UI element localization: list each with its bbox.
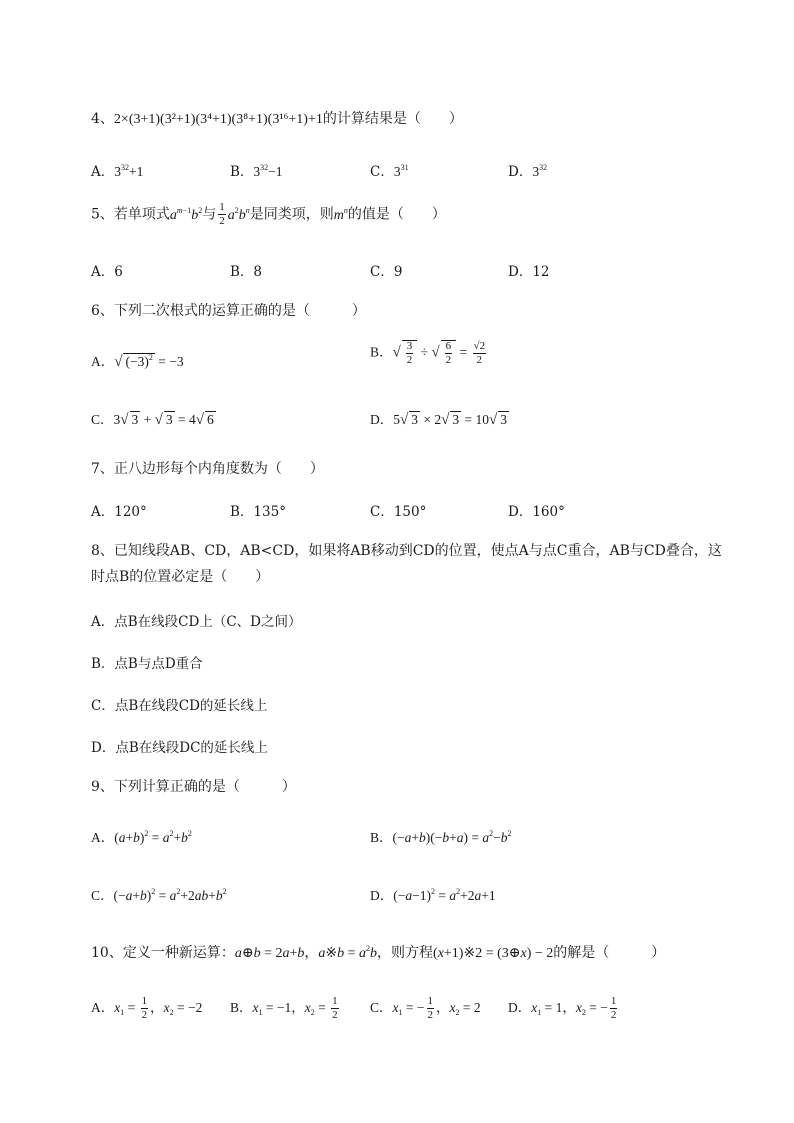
option-d: D．160°: [508, 504, 565, 520]
option-b: B．$3^{32}-1$: [230, 163, 283, 180]
question-expression: 2×(3+1)(3²+1)(3⁴+1)(3⁸+1)(3¹⁶+1)+1: [113, 112, 323, 127]
option-a: A．6: [91, 264, 123, 280]
question-5: 5、若单项式$a^{m-1}b^2$与 $\frac{1}{2}$ $a^2b^n$是同类项，则$m^n$的值是（ ）: [91, 201, 446, 227]
option-a: A．点B在线段CD上（C、D之间）: [91, 614, 302, 630]
option-b: B．8: [230, 264, 263, 280]
question-8-line-2: 时点B的位置必定是（ ）: [91, 569, 270, 585]
question-10: 10、定义一种新运算：a⊕b = 2a+b，a※b = $a^2b$，则方程(x+1)※2 = (3⊕x) − 2的解是（ ）: [91, 944, 666, 961]
question-4: [91, 108, 463, 128]
question-6: 6、下列二次根式的运算正确的是（ ）: [91, 303, 366, 319]
option-d: D．$3^{32}$: [508, 163, 548, 180]
option-c: C．$x_1$ = − $\frac{1}{2}$ ，$x_2 = 2$: [370, 995, 481, 1022]
option-c: C．点B在线段CD的延长线上: [91, 698, 268, 714]
option-b: B．$x_1 = -1$，$x_2$ = $\frac{1}{2}$: [230, 995, 338, 1022]
option-a: A．√ $(-3)^2 = -3$: [91, 353, 184, 370]
option-b: B．$(-a+b)(-b+a) = a^2-b^2$: [370, 829, 512, 845]
option-b: B．点B与点D重合: [91, 656, 203, 672]
question-7: 7、正八边形每个内角度数为（ ）: [91, 461, 324, 477]
option-a: A．$(a+b)^2 = a^2+b^2$: [91, 829, 192, 845]
option-a: A．120°: [91, 504, 147, 520]
question-text: 的计算结果是（ ）: [322, 111, 463, 127]
option-c: C．150°: [370, 504, 427, 520]
option-d: D．5√ 3 × 2√ 3 = 10√ 3: [370, 412, 507, 428]
question-number: 4、: [91, 111, 114, 127]
option-c: C．$(-a+b)^2 = a^2+2ab+b^2$: [91, 887, 227, 903]
option-c: C．3√ 3 + √ 3 = 4√ 6: [91, 412, 214, 428]
option-c: C．9: [370, 264, 403, 280]
option-a: A．$x_1$ = $\frac{1}{2}$ ，$x_2 = -2$: [91, 995, 203, 1022]
option-c: C．$3^{31}$: [370, 163, 409, 180]
option-d: D．$x_1 = 1$，$x_2$ = − $\frac{1}{2}$: [508, 995, 617, 1022]
option-d: D．点B在线段DC的延长线上: [91, 740, 268, 756]
question-9: 9、下列计算正确的是（ ）: [91, 779, 296, 795]
option-d: D．12: [508, 264, 550, 280]
question-8: 8、已知线段AB、CD，AB<CD，如果将AB移动到CD的位置，使点A与点C重合，AB与CD叠合，这: [91, 543, 722, 559]
option-b: B．135°: [230, 504, 286, 520]
option-b: B．√ $\frac{3}{2}$ ÷ √ $\frac{6}{2}$ = $\frac{√2}{2}$: [370, 340, 486, 366]
option-a: A．$3^{32}+1$: [91, 163, 144, 180]
option-d: D．$(-a-1)^2 = a^2+2a+1$: [370, 887, 496, 903]
